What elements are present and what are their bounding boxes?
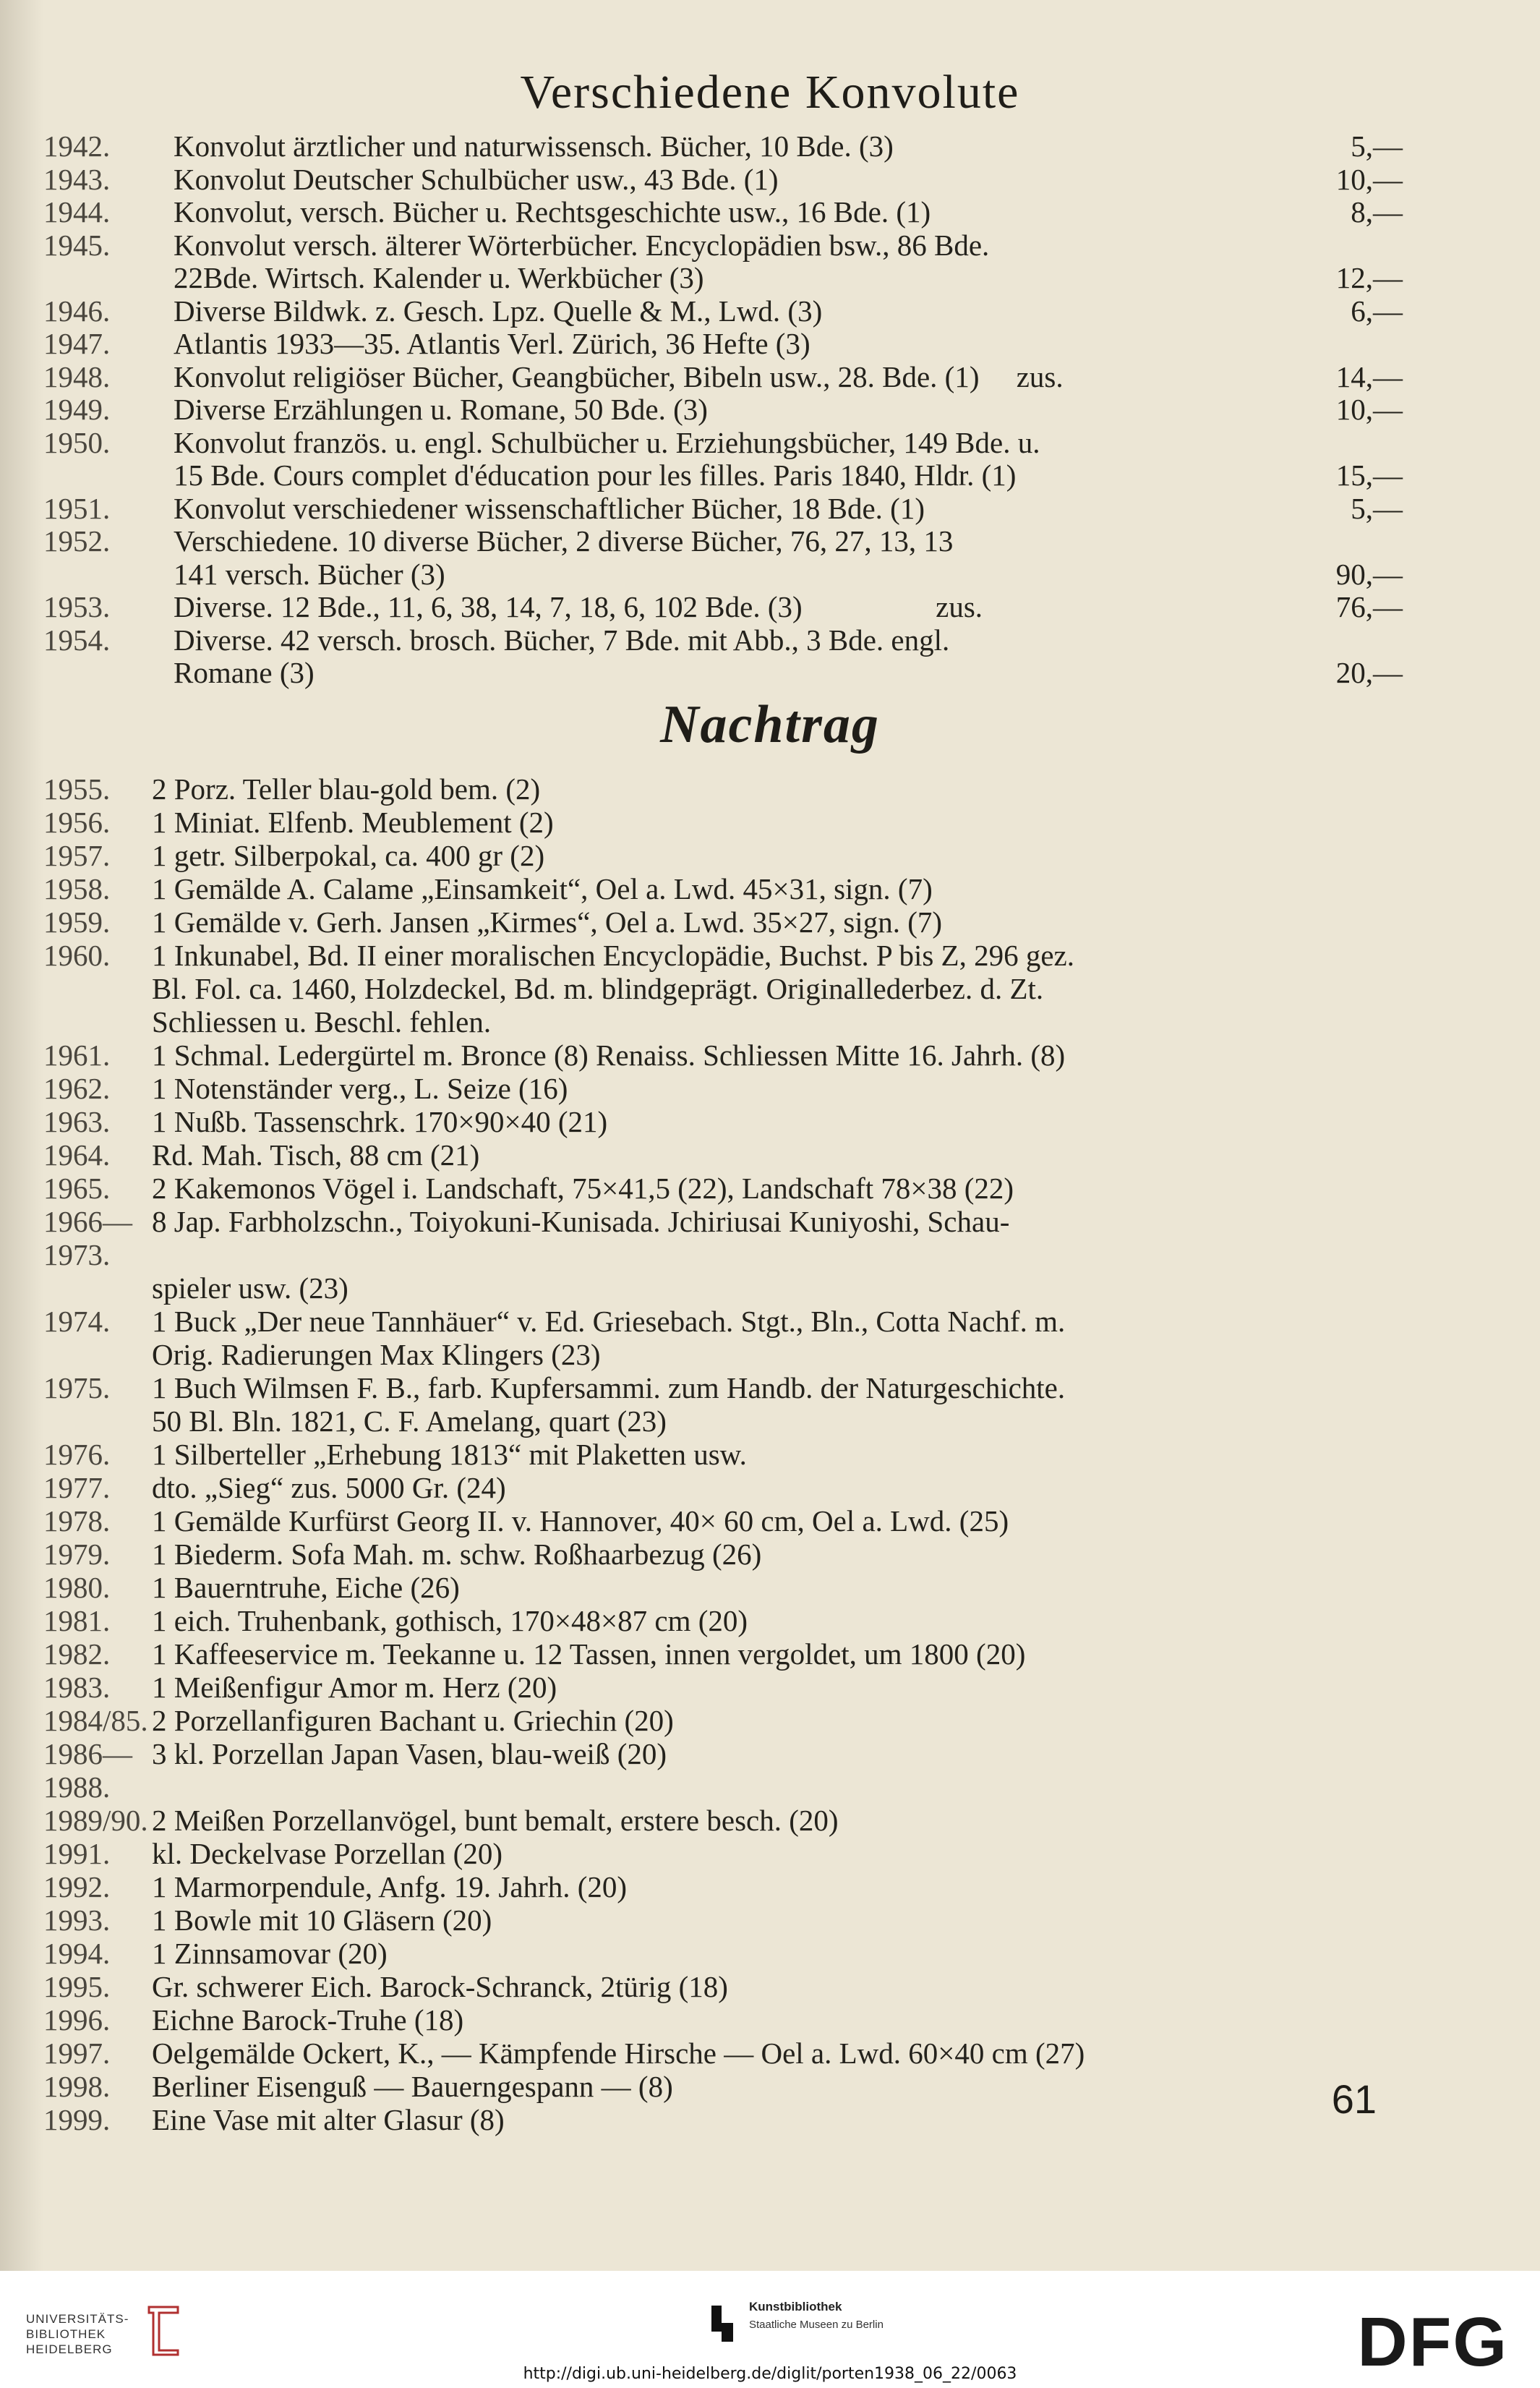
lot-description: 1 Biederm. Sofa Mah. m. schw. Roßhaarbezug (26) — [152, 1538, 762, 1571]
lot-number: 1989/90. — [43, 1804, 148, 1837]
lot-number: 1994. — [43, 1937, 111, 1970]
lot-description: Diverse Bildwk. z. Gesch. Lpz. Quelle & M., Lwd. (3) — [174, 294, 823, 328]
lot-number: 1978. — [43, 1504, 111, 1538]
lot-number: 1951. — [43, 491, 111, 525]
catalog-entry-line — [43, 130, 1403, 163]
lot-description: Konvolut religiöser Bücher, Geangbücher, Bibeln usw., 28. Bde. (1) zus. — [174, 359, 1064, 393]
catalog-entry-line — [43, 905, 1403, 939]
catalog-entry-line — [43, 1371, 1403, 1404]
lot-description: Eine Vase mit alter Glasur (8) — [152, 2103, 505, 2136]
lot-description: 8 Jap. Farbholzschn., Toiyokuni-Kunisada. Jchiriusai Kuniyoshi, Schau- — [152, 1205, 1010, 1238]
catalog-entry-line — [43, 1138, 1403, 1172]
catalog-entry-line — [43, 1903, 1403, 1937]
lot-number: 1979. — [43, 1538, 111, 1571]
catalog-entry-line — [43, 1105, 1403, 1138]
catalog-entry-line — [43, 624, 1403, 657]
catalog-entry-line — [43, 1271, 1403, 1305]
ub-heidelberg-logo-text: UNIVERSITÄTS- BIBLIOTHEK HEIDELBERG — [26, 2312, 129, 2356]
lot-description: 1 Inkunabel, Bd. II einer moralischen Encyclopädie, Buchst. P bis Z, 296 gez. — [152, 939, 1074, 972]
lot-description: Schliessen u. Beschl. fehlen. — [152, 1005, 492, 1039]
catalog-entry-line — [43, 1970, 1403, 2003]
catalog-entry-line — [43, 393, 1403, 427]
lot-description: Diverse. 12 Bde., 11, 6, 38, 14, 7, 18, 6, 102 Bde. (3) zus. — [174, 590, 983, 623]
catalog-entry-line — [43, 2070, 1403, 2103]
kunstbibliothek-logo — [709, 2297, 925, 2355]
lot-description: Rd. Mah. Tisch, 88 cm (21) — [152, 1138, 480, 1172]
catalog-entry-line — [43, 1338, 1403, 1371]
kunstbibliothek-icon — [709, 2303, 737, 2346]
catalog-entry-line — [43, 2037, 1403, 2070]
lot-number: 1962. — [43, 1072, 111, 1105]
lot-description: 1 Nußb. Tassenschrk. 170×90×40 (21) — [152, 1105, 608, 1138]
lot-description: Berliner Eisenguß — Bauerngespann — (8) — [152, 2070, 673, 2103]
catalog-entry-line — [43, 657, 1403, 690]
catalog-entry-line — [43, 459, 1403, 492]
catalog-entry-line — [43, 196, 1403, 229]
lot-description: 1 Miniat. Elfenb. Meublement (2) — [152, 806, 554, 839]
lot-description: Gr. schwerer Eich. Barock-Schranck, 2türig (18) — [152, 1970, 728, 2003]
page-number: 61 — [1331, 2076, 1377, 2122]
catalog-entry-line — [43, 1504, 1403, 1538]
lot-number: 1944. — [43, 195, 111, 229]
lot-description: 50 Bl. Bln. 1821, C. F. Amelang, quart (23) — [152, 1404, 667, 1438]
lot-description: Konvolut ärztlicher und naturwissensch. Bücher, 10 Bde. (3) — [174, 129, 894, 163]
catalog-entry-line — [43, 1571, 1403, 1604]
catalog-entry-line — [43, 525, 1403, 558]
catalog-entry-line — [43, 772, 1403, 806]
lot-number: 1959. — [43, 905, 111, 939]
catalog-entry-line — [43, 163, 1403, 197]
lot-number: 1945. — [43, 228, 111, 262]
lot-description: Bl. Fol. ca. 1460, Holzdeckel, Bd. m. blindgeprägt. Originallederbez. d. Zt. — [152, 972, 1044, 1005]
lot-price: 15,— — [1335, 459, 1403, 492]
lot-number: 1996. — [43, 2003, 111, 2037]
lot-description: 1 Buck „Der neue Tannhäuer“ v. Ed. Griesebach. Stgt., Bln., Cotta Nachf. m. — [152, 1305, 1066, 1338]
lot-description: Atlantis 1933—35. Atlantis Verl. Zürich, 36 Hefte (3) — [174, 327, 810, 360]
lot-description: 1 Bauerntruhe, Eiche (26) — [152, 1571, 460, 1604]
catalog-entry-line — [43, 1538, 1403, 1571]
lot-price: 5,— — [1351, 491, 1403, 525]
lot-description: Orig. Radierungen Max Klingers (23) — [152, 1338, 601, 1371]
lot-number: 1995. — [43, 1970, 111, 2003]
lot-number: 1953. — [43, 590, 111, 623]
konvolute-list — [43, 130, 1403, 690]
lot-number: 1991. — [43, 1837, 111, 1870]
catalog-entry-line — [43, 427, 1403, 460]
lot-number: 1955. — [43, 772, 111, 806]
lot-number: 1980. — [43, 1571, 111, 1604]
lot-price: 12,— — [1335, 261, 1403, 294]
ub-heidelberg-logo-icon — [142, 2300, 185, 2358]
catalog-entry-line — [43, 972, 1403, 1005]
lot-description: 3 kl. Porzellan Japan Vasen, blau-weiß (20) — [152, 1737, 667, 1770]
lot-description: 1 Kaffeeservice m. Teekanne u. 12 Tassen, innen vergoldet, um 1800 (20) — [152, 1637, 1026, 1671]
lot-price: 14,— — [1335, 359, 1403, 393]
lot-description: 1 Schmal. Ledergürtel m. Bronce (8) Renaiss. Schliessen Mitte 16. Jahrh. (8) — [152, 1039, 1066, 1072]
lot-price: 76,— — [1335, 590, 1403, 623]
catalog-entry-line — [43, 295, 1403, 328]
lot-price: 90,— — [1335, 557, 1403, 591]
lot-number: 1976. — [43, 1438, 111, 1471]
catalog-entry-line — [43, 1804, 1403, 1837]
lot-number: 1942. — [43, 129, 111, 163]
catalog-entry-line — [43, 1937, 1403, 1970]
nachtrag-list — [43, 772, 1403, 2136]
lot-description: 1 Zinnsamovar (20) — [152, 1937, 388, 1970]
catalog-entry-line — [43, 1837, 1403, 1870]
lot-price: 8,— — [1351, 195, 1403, 229]
catalog-entry-line — [43, 1671, 1403, 1704]
kunstbibliothek-title: Kunstbibliothek — [749, 2300, 842, 2314]
catalog-entry-line — [43, 591, 1403, 624]
lot-number: 1957. — [43, 839, 111, 872]
lot-description: 141 versch. Bücher (3) — [174, 557, 445, 591]
lot-description: Romane (3) — [174, 656, 315, 689]
lot-description: 1 Silberteller „Erhebung 1813“ mit Plaketten usw. — [152, 1438, 747, 1471]
catalog-entry-line — [43, 2103, 1403, 2136]
lot-description: Konvolut Deutscher Schulbücher usw., 43 Bde. (1) — [174, 162, 779, 196]
lot-description: Konvolut, versch. Bücher u. Rechtsgeschichte usw., 16 Bde. (1) — [174, 195, 931, 229]
lot-number: 1981. — [43, 1604, 111, 1637]
lot-number: 1992. — [43, 1870, 111, 1903]
catalog-entry-line — [43, 806, 1403, 839]
catalog-entry-line — [43, 1471, 1403, 1504]
lot-number: 1983. — [43, 1671, 111, 1704]
lot-description: kl. Deckelvase Porzellan (20) — [152, 1837, 502, 1870]
lot-description: 1 Marmorpendule, Anfg. 19. Jahrh. (20) — [152, 1870, 628, 1903]
lot-description: 1 eich. Truhenbank, gothisch, 170×48×87 cm (20) — [152, 1604, 748, 1637]
lot-description: 1 Bowle mit 10 Gläsern (20) — [152, 1903, 492, 1937]
lot-number: 1984/85. — [43, 1704, 148, 1737]
catalog-entry-line — [43, 262, 1403, 295]
lot-description: 1 Notenständer verg., L. Seize (16) — [152, 1072, 568, 1105]
catalog-entry-line — [43, 1704, 1403, 1737]
lot-price: 10,— — [1335, 393, 1403, 426]
lot-number: 1943. — [43, 162, 111, 196]
lot-number: 1964. — [43, 1138, 111, 1172]
lot-number: 1952. — [43, 524, 111, 558]
lot-description: 1 Meißenfigur Amor m. Herz (20) — [152, 1671, 557, 1704]
lot-number: 1947. — [43, 327, 111, 360]
lot-number: 1966—1973. — [43, 1205, 132, 1271]
catalog-entry-line — [43, 939, 1403, 972]
catalog-entry-line — [43, 2003, 1403, 2037]
lot-description: Diverse Erzählungen u. Romane, 50 Bde. (3) — [174, 393, 708, 426]
lot-number: 1993. — [43, 1903, 111, 1937]
lot-price: 20,— — [1335, 656, 1403, 689]
lot-description: 1 getr. Silberpokal, ca. 400 gr (2) — [152, 839, 545, 872]
catalog-entry-line — [43, 1737, 1403, 1804]
lot-number: 1946. — [43, 294, 111, 328]
lot-description: 2 Kakemonos Vögel i. Landschaft, 75×41,5 (22), Landschaft 78×38 (22) — [152, 1172, 1014, 1205]
catalog-entry-line — [43, 1637, 1403, 1671]
lot-price: 5,— — [1351, 129, 1403, 163]
catalog-entry-line — [43, 492, 1403, 526]
kunstbibliothek-subtitle: Staatliche Museen zu Berlin — [749, 2319, 884, 2331]
catalog-entry-line — [43, 1039, 1403, 1072]
lot-description: 1 Buch Wilmsen F. B., farb. Kupfersammi. zum Handb. der Naturgeschichte. — [152, 1371, 1066, 1404]
source-url[interactable]: http://digi.ub.uni-heidelberg.de/diglit/porten1938_06_22/0063 — [523, 2365, 1017, 2383]
lot-description: Konvolut verschiedener wissenschaftlicher Bücher, 18 Bde. (1) — [174, 491, 925, 525]
lot-number: 1997. — [43, 2037, 111, 2070]
catalog-entry-line — [43, 558, 1403, 592]
lot-number: 1977. — [43, 1471, 111, 1504]
lot-number: 1958. — [43, 872, 111, 905]
catalog-entry-line — [43, 872, 1403, 905]
catalog-entry-line — [43, 1072, 1403, 1105]
section-heading-konvolute: Verschiedene Konvolute — [520, 66, 1020, 119]
lot-description: 1 Gemälde Kurfürst Georg II. v. Hannover, 40× 60 cm, Oel a. Lwd. (25) — [152, 1504, 1009, 1538]
lot-description: 22Bde. Wirtsch. Kalender u. Werkbücher (3) — [174, 261, 704, 294]
lot-description: Konvolut versch. älterer Wörterbücher. Encyclopädien bsw., 86 Bde. — [174, 228, 990, 262]
lot-description: 2 Porz. Teller blau-gold bem. (2) — [152, 772, 541, 806]
lot-description: Verschiedene. 10 diverse Bücher, 2 diverse Bücher, 76, 27, 13, 13 — [174, 524, 954, 558]
lot-number: 1949. — [43, 393, 111, 426]
lot-number: 1965. — [43, 1172, 111, 1205]
lot-number: 1960. — [43, 939, 111, 972]
lot-number: 1963. — [43, 1105, 111, 1138]
lot-number: 1999. — [43, 2103, 111, 2136]
lot-number: 1975. — [43, 1371, 111, 1404]
catalog-entry-line — [43, 1205, 1403, 1271]
lot-description: Konvolut französ. u. engl. Schulbücher u. Erziehungsbücher, 149 Bde. u. — [174, 425, 1040, 459]
catalog-entry-line — [43, 1870, 1403, 1903]
catalog-entry-line — [43, 361, 1403, 394]
lot-description: 1 Gemälde v. Gerh. Jansen „Kirmes“, Oel a. Lwd. 35×27, sign. (7) — [152, 905, 943, 939]
catalog-entry-line — [43, 1604, 1403, 1637]
catalog-entry-line — [43, 1005, 1403, 1039]
lot-number: 1982. — [43, 1637, 111, 1671]
lot-description: dto. „Sieg“ zus. 5000 Gr. (24) — [152, 1471, 506, 1504]
lot-number: 1998. — [43, 2070, 111, 2103]
lot-description: spieler usw. (23) — [152, 1271, 348, 1305]
lot-number: 1961. — [43, 1039, 111, 1072]
lot-number: 1974. — [43, 1305, 111, 1338]
dfg-logo: DFG — [1357, 2303, 1508, 2381]
lot-number: 1948. — [43, 359, 111, 393]
lot-description: Eichne Barock-Truhe (18) — [152, 2003, 464, 2037]
lot-description: Oelgemälde Ockert, K., — Kämpfende Hirsche — Oel a. Lwd. 60×40 cm (27) — [152, 2037, 1085, 2070]
section-heading-nachtrag: Nachtrag — [660, 695, 880, 754]
lot-description: 2 Meißen Porzellanvögel, bunt bemalt, erstere besch. (20) — [152, 1804, 839, 1837]
catalog-entry-line — [43, 1305, 1403, 1338]
lot-price: 6,— — [1351, 294, 1403, 328]
lot-description: 15 Bde. Cours complet d'éducation pour les filles. Paris 1840, Hldr. (1) — [174, 459, 1017, 492]
catalog-entry-line — [43, 229, 1403, 263]
lot-number: 1956. — [43, 806, 111, 839]
lot-description: Diverse. 42 versch. brosch. Bücher, 7 Bde. mit Abb., 3 Bde. engl. — [174, 623, 950, 657]
catalog-entry-line — [43, 1404, 1403, 1438]
catalog-entry-line — [43, 328, 1403, 361]
catalog-entry-line — [43, 1438, 1403, 1471]
lot-price: 10,— — [1335, 162, 1403, 196]
lot-number: 1954. — [43, 623, 111, 657]
lot-description: 1 Gemälde A. Calame „Einsamkeit“, Oel a. Lwd. 45×31, sign. (7) — [152, 872, 933, 905]
lot-description: 2 Porzellanfiguren Bachant u. Griechin (20) — [152, 1704, 674, 1737]
lot-number: 1950. — [43, 425, 111, 459]
lot-number: 1986—1988. — [43, 1737, 132, 1804]
catalog-entry-line — [43, 1172, 1403, 1205]
catalog-entry-line — [43, 839, 1403, 872]
